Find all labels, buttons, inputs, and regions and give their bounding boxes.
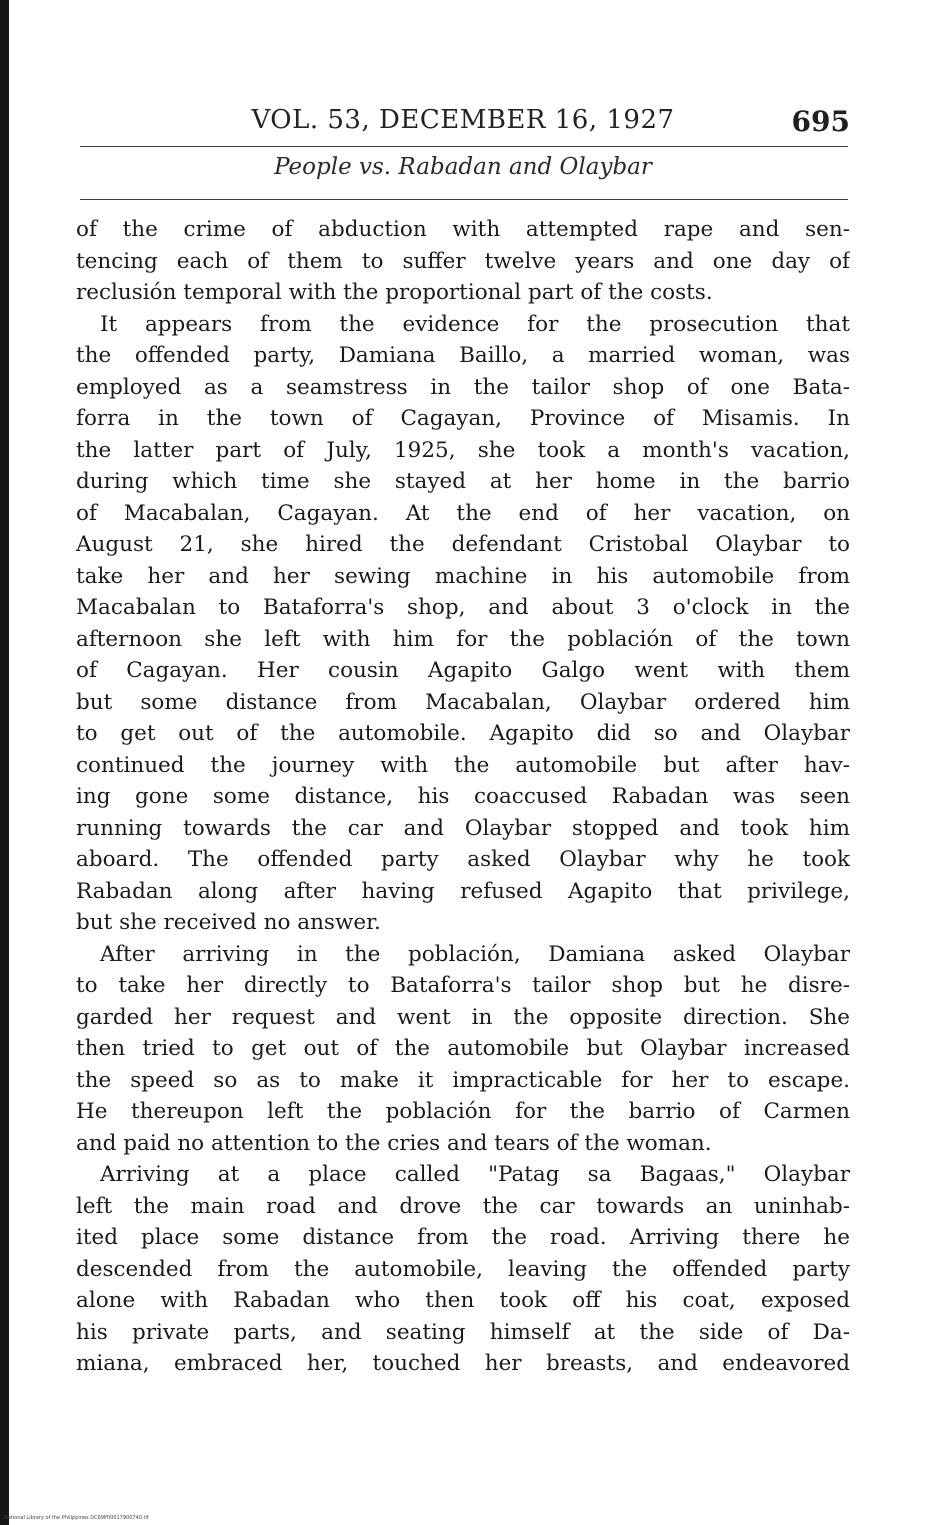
running-header [76, 102, 850, 142]
volume-date-line: VOL. 53, DECEMBER 16, 1927 [251, 105, 675, 135]
page-number: 695 [791, 105, 850, 138]
text-line: forra in the town of Cagayan, Province of Misamis. In [76, 406, 850, 431]
text-line: ing gone some distance, his coaccused Rabadan was seen [76, 784, 850, 809]
text-line: descended from the automobile, leaving the offended party [76, 1256, 850, 1282]
text-line: Macabalan to Bataforra's shop, and about 3 o'clock in the [76, 595, 850, 620]
text-line: running towards the car and Olaybar stopped and took him [76, 815, 850, 841]
text-line: of Cagayan. Her cousin Agapito Galgo went with them [76, 658, 850, 683]
text-line: but some distance from Macabalan, Olaybar ordered him [76, 689, 850, 715]
header-rule-bottom [80, 199, 848, 200]
text-line: during which time she stayed at her home in the barrio [76, 469, 850, 494]
text-line: continued the journey with the automobile but after hav- [76, 752, 850, 778]
text-line: employed as a seamstress in the tailor shop of one Bata- [76, 374, 850, 400]
text-line: his private parts, and seating himself at the side of Da- [76, 1319, 850, 1345]
text-line: aboard. The offended party asked Olaybar why he took [76, 847, 850, 872]
text-line: to take her directly to Bataforra's tailor shop but he disre- [76, 973, 850, 998]
text-line: the latter part of July, 1925, she took a month's vacation, [76, 437, 850, 463]
text-line: August 21, she hired the defendant Cristobal Olaybar to [76, 532, 850, 557]
text-line: left the main road and drove the car towards an uninhab- [76, 1193, 850, 1219]
body-text [76, 214, 850, 1380]
text-line: of Macabalan, Cagayan. At the end of her vacation, on [76, 500, 850, 526]
text-line: but she received no answer. [76, 910, 381, 935]
text-line: tencing each of them to suffer twelve years and one day of [76, 248, 850, 274]
text-line: take her and her sewing machine in his automobile from [76, 563, 850, 589]
text-line: of the crime of abduction with attempted rape and sen- [76, 217, 850, 242]
text-line: It appears from the evidence for the prosecution that [100, 311, 850, 337]
scan-credit: National Library of the Philippines DC69P00017900740.tif [4, 1515, 149, 1521]
text-line: reclusión temporal with the proportional part of the costs. [76, 280, 713, 305]
text-line: alone with Rabadan who then took off his coat, exposed [76, 1288, 850, 1313]
text-line: After arriving in the población, Damiana asked Olaybar [100, 941, 850, 967]
scan-edge-bar [0, 0, 9, 1525]
text-line: garded her request and went in the opposite direction. She [76, 1004, 850, 1030]
case-title: People vs. Rabadan and Olaybar [274, 154, 652, 180]
text-line: and paid no attention to the cries and tears of the woman. [76, 1130, 712, 1156]
text-line: the speed so as to make it impracticable for her to escape. [76, 1067, 850, 1093]
header-rule-top [80, 146, 848, 147]
text-line: Rabadan along after having refused Agapito that privilege, [76, 878, 850, 904]
text-line: ited place some distance from the road. Arriving there he [76, 1225, 850, 1250]
text-line: Arriving at a place called "Patag sa Bagaas," Olaybar [100, 1162, 850, 1187]
text-line: miana, embraced her, touched her breasts, and endeavored [76, 1351, 850, 1376]
text-line: afternoon she left with him for the población of the town [76, 626, 850, 652]
text-line: to get out of the automobile. Agapito did so and Olaybar [76, 721, 850, 746]
text-line: He thereupon left the población for the barrio of Carmen [76, 1099, 850, 1124]
text-line: then tried to get out of the automobile but Olaybar increased [76, 1036, 850, 1061]
page [76, 0, 856, 1525]
text-line: the offended party, Damiana Baillo, a married woman, was [76, 343, 850, 368]
